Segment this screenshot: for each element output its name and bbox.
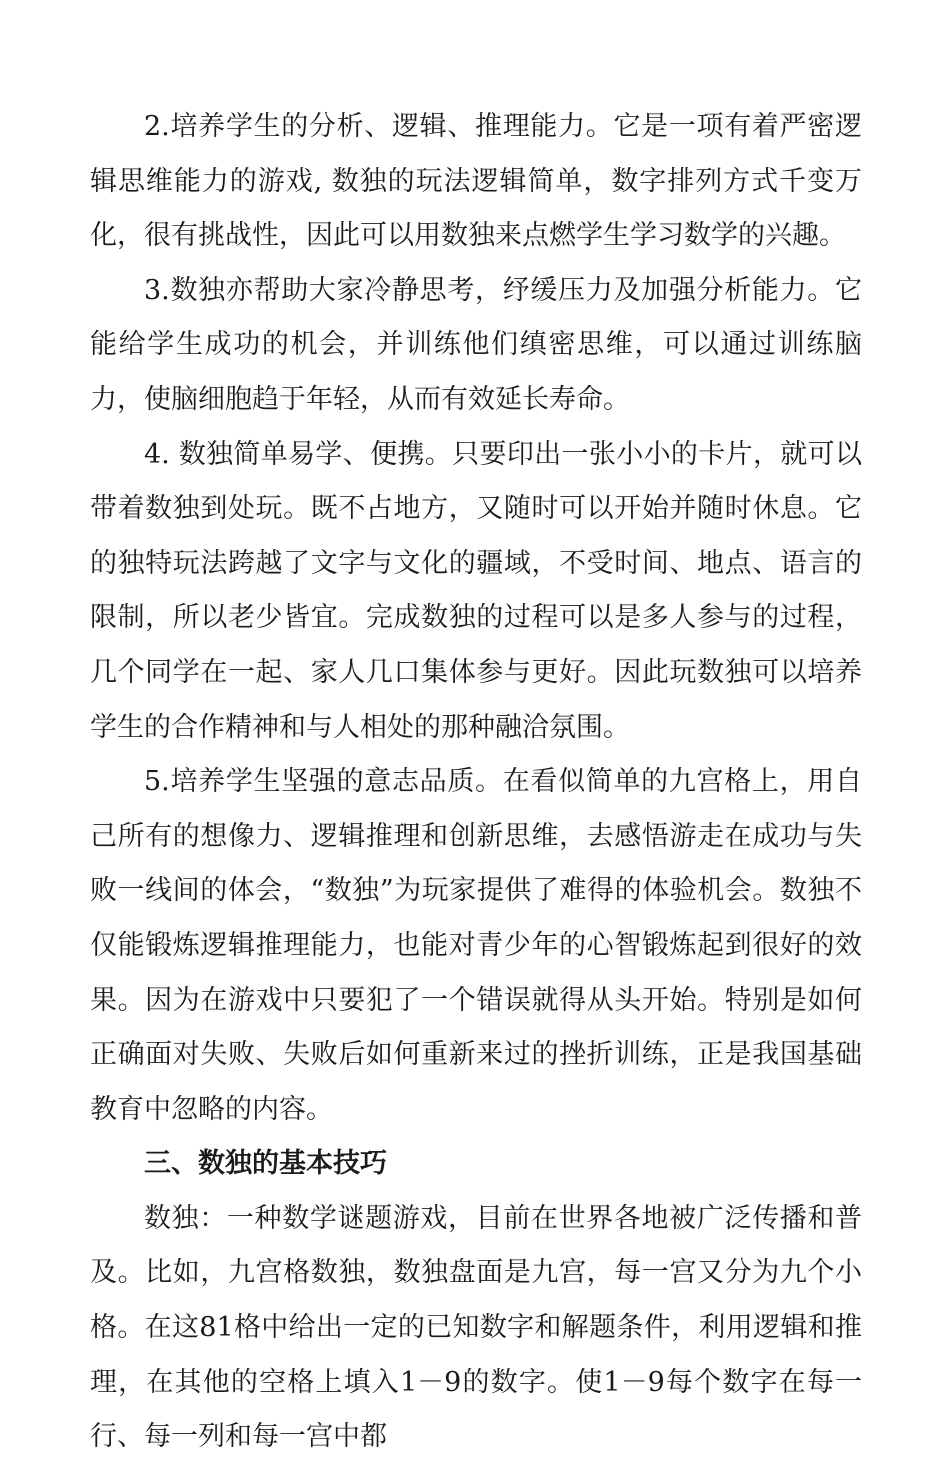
section-paragraph: 数独：一种数学谜题游戏，目前在世界各地被广泛传播和普及。比如，九宫格数独，数独盘面是九宫，每一宫又分为九个小格。在这81格中给出一定的已知数字和解题条件，利用逻辑和推理，在其他的空格上填入1－9的数字。使1－9每个数字在每一行、每一列和每一宫中都 bbox=[90, 1202, 862, 1453]
section-heading: 三、数独的基本技巧 bbox=[144, 1148, 387, 1180]
paragraph-point-4: 4. 数独简单易学、便携。只要印出一张小小的卡片，就可以带着数独到处玩。既不占地方，又随时可以开始并随时休息。它的独特玩法跨越了文字与文化的疆域，不受时间、地点、语言的限制，所以老少皆宜。完成数独的过程可以是多人参与的过程，几个同学在一起、家人几口集体参与更好。因此玩数独可以培养学生的合作精神和与人相处的那种融洽氛围。 bbox=[90, 438, 862, 743]
paragraph-point-5: 5.培养学生坚强的意志品质。在看似简单的九宫格上，用自己所有的想像力、逻辑推理和创新思维，去感悟游走在成功与失败一线间的体会，“数独”为玩家提供了难得的体验机会。数独不仅能锻炼逻辑推理能力，也能对青少年的心智锻炼起到很好的效果。因为在游戏中只要犯了一个错误就得从头开始。特别是如何正确面对失败、失败后如何重新来过的挫折训练，正是我国基础教育中忽略的内容。 bbox=[90, 766, 862, 1125]
paragraph-point-2: 2.培养学生的分析、逻辑、推理能力。它是一项有着严密逻辑思维能力的游戏, 数独的玩法逻辑简单，数字排列方式千变万化，很有挑战性，因此可以用数独来点燃学生学习数学的兴趣。 bbox=[90, 111, 862, 252]
paragraph-point-3: 3.数独亦帮助大家冷静思考，纾缓压力及加强分析能力。它能给学生成功的机会，并训练他们缜密思维，可以通过训练脑力，使脑细胞趋于年轻，从而有效延长寿命。 bbox=[90, 274, 862, 415]
document-body bbox=[90, 100, 862, 1465]
